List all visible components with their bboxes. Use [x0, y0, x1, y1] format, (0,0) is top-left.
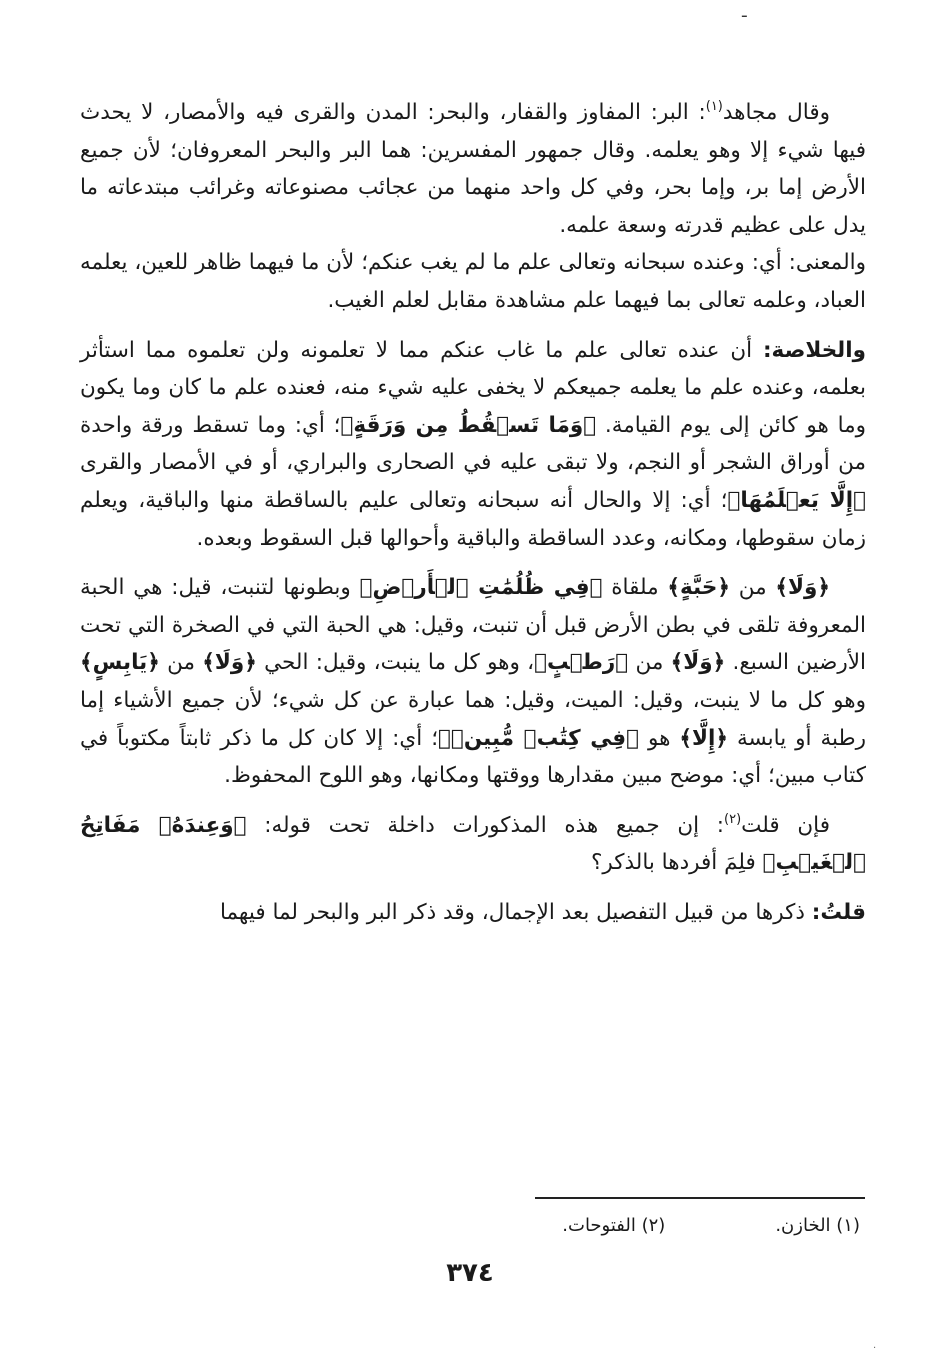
text-run: ذكرها من قبيل التفصيل بعد الإجمال، وقد ذكر البر والبحر لما فيهما	[219, 899, 812, 925]
text-run: من	[628, 650, 671, 676]
text-run: أن عنده تعالى علم ما غاب عنكم مما لا تعلمونه ولن تعلموه مما استأثر بعلمه، وعنده علم ما يعلمه جميعكم لا يخفى عليه شيء منه، فعنده علم ما كان وما يكون وما هو كائن إلى يوم القيامة.	[80, 337, 867, 438]
text-run: وقال مجاهد	[722, 100, 830, 125]
quran-quote: ﴿وَلَا﴾	[670, 650, 726, 676]
text-run: ؛ أي: وما تسقط ورقة واحدة من أوراق الشجر أو النجم، ولا تبقى عليه في الصحارى والبراري، أو في الأمصار والقرى	[80, 412, 866, 476]
text-run: من	[729, 575, 776, 601]
footnote-marker-1: (١)	[705, 99, 723, 114]
paragraph-seed	[80, 569, 866, 795]
footnotes	[300, 1212, 860, 1240]
paragraph-meaning: والمعنى: أي: وعنده سبحانه وتعالى علم ما لم يغب عنكم؛ لأن ما فيهما ظاهر للعين، يعلمه العباد، وعلمه تعالى بما فيهما علم مشاهدة مقابل لعلم الغيب.	[80, 250, 866, 313]
text-run: هو	[638, 725, 680, 751]
footnote-2: (٢) الفتوحات.	[562, 1215, 666, 1236]
corner-mark: ـ	[742, 2, 747, 21]
page-number: ٣٧٤	[446, 1258, 494, 1288]
edge-mark: .	[873, 1340, 877, 1351]
text-run: من	[159, 650, 203, 676]
footnote-marker-2: (٢)	[724, 811, 742, 827]
text-run: : إن جميع هذه المذكورات داخلة تحت قوله:	[246, 812, 725, 838]
text-run: فلِمَ أفردها بالذكر؟	[590, 850, 763, 876]
quran-quote: ﴿فِي ظُلُمَٰتِ ٱلۡأَرۡضِ﴾	[359, 575, 603, 601]
text-run: : البر: المفاوز والقفار، والبحر: المدن والقرى فيه والأمصار، لا يحدث فيها شيء إلا وهو يعلمه. وقال جمهور المفسرين: هما البر والبحر المعروفان؛ لأن جميع الأرض إما بر، وإما بحر، وفي كل واحد منهما من عجائب مصنوعاته وغرائب مبتدعاته ما يدل على عظيم قدرته وسعة علمه.	[80, 100, 866, 238]
quran-quote: ﴿يَابِسٍ﴾	[80, 650, 160, 676]
quran-quote: ﴿حَبَّةٍ﴾	[667, 575, 730, 601]
paragraph-question	[80, 807, 866, 882]
paragraph-summary	[80, 332, 866, 558]
footnote-1: (١) الخازن.	[775, 1215, 860, 1236]
text-run: ، وهو كل ما ينبت، وقيل: الحي	[256, 650, 535, 676]
footnote-divider	[535, 1197, 865, 1199]
quran-quote: ﴿فِي كِتَٰبٖ مُّبِينٖ﴾	[438, 725, 639, 751]
quran-quote: ﴿وَلَا﴾	[202, 650, 257, 676]
main-text	[80, 94, 866, 931]
text-run: ملقاة	[602, 575, 668, 601]
quran-quote: ﴿إِلَّا يَعۡلَمُهَا﴾	[727, 487, 866, 513]
quran-quote: ﴿وَمَا تَسۡقُطُ مِن وَرَقَةٍ﴾	[340, 412, 597, 438]
summary-label: والخلاصة:	[762, 337, 866, 363]
quran-quote: ﴿وَلَا﴾	[775, 575, 830, 601]
answer-label: قلتُ:	[811, 899, 866, 925]
quran-quote: ﴿وَعِندَهُۥ مَفَاتِحُ ٱلۡغَيۡبِ﴾	[80, 812, 866, 876]
paragraph-answer	[80, 894, 866, 932]
text-run: وهو كل ما لا ينبت، وقيل: الميت، وقيل: هما عبارة عن كل شيء؛ لأن جميع الأشياء إما رطبة أو يابسة	[80, 687, 866, 751]
text-run: فإن قلت	[741, 812, 830, 838]
quran-quote: ﴿رَطۡبٍ﴾	[534, 650, 629, 676]
paragraph-mujahid	[80, 94, 866, 244]
text-run: ؛ أي: إلا كان كل ما ذكر ثابتاً مكتوباً في كتاب مبين؛ أي: موضح مبين مقدارها ووقتها ومكانها، وهو اللوح المحفوظ.	[80, 725, 866, 789]
text-run: ؛ أي: إلا والحال أنه سبحانه وتعالى عليم بالساقطة منها والباقية، ويعلم زمان سقوطها، ومكانه، وعدد الساقطة والباقية وأحوالها قبل السقوط وبعده.	[80, 487, 866, 551]
text-run: وبطونها لتنبت، قيل: هي الحبة المعروفة تلقى في بطن الأرض قبل أن تنبت، وقيل: هي الحبة التي في الصخرة التي تحت الأرضين السبع.	[80, 575, 866, 676]
quran-quote: ﴿إِلَّا﴾	[679, 725, 728, 751]
